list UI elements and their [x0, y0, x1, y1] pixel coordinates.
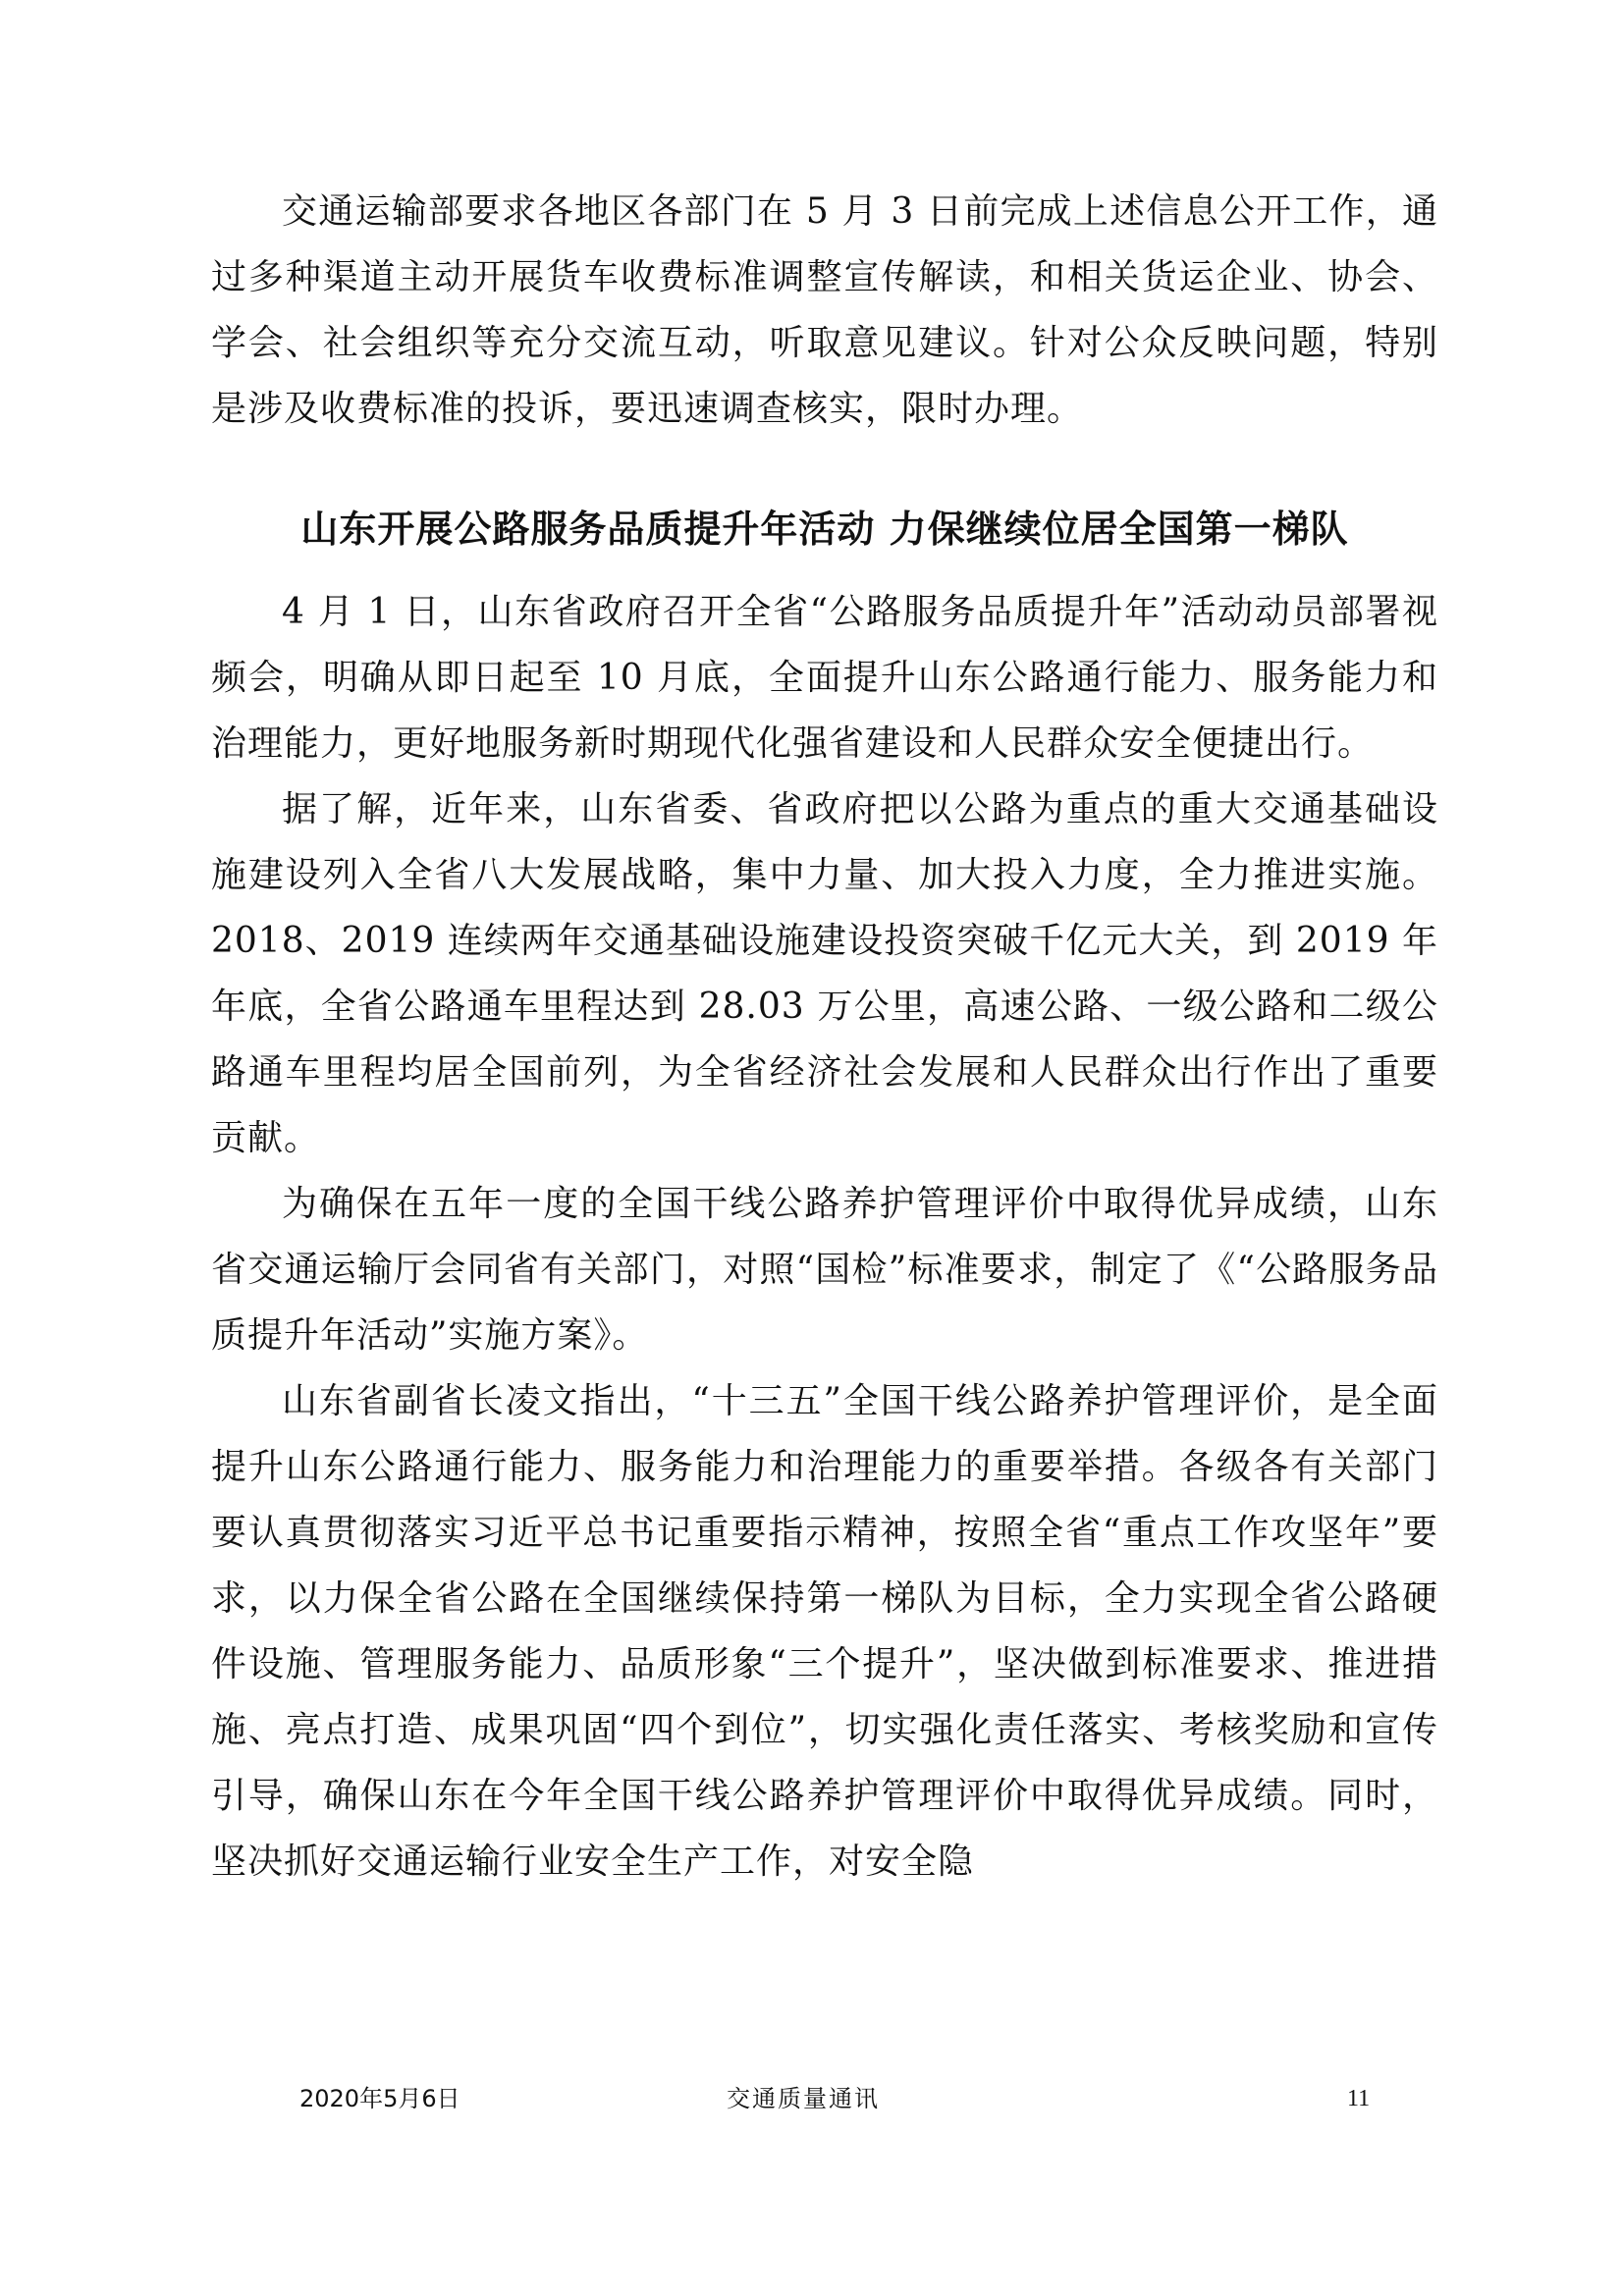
footer-date: 2020年5月6日	[299, 2085, 460, 2112]
article-heading: 山东开展公路服务品质提升年活动 力保继续位居全国第一梯队	[300, 507, 1349, 551]
footer-publication-title: 交通质量通讯	[727, 2085, 880, 2112]
article-body	[211, 179, 1438, 1895]
paragraph-plan: 为确保在五年一度的全国干线公路养护管理评价中取得优异成绩，山东省交通运输厅会同省有关部门，对照“国检”标准要求，制定了《“公路服务品质提升年活动”实施方案》。	[211, 1184, 1438, 1356]
page-number: 11	[1347, 2086, 1371, 2111]
paragraph-info-disclosure: 交通运输部要求各地区各部门在 5 月 3 日前完成上述信息公开工作，通过多种渠道主动开展货车收费标准调整宣传解读，和相关货运企业、协会、学会、社会组织等充分交流互动，听取意见建议。针对公众反映问题，特别是涉及收费标准的投诉，要迅速调查核实，限时办理。	[211, 191, 1438, 429]
paragraph-meeting: 4 月 1 日，山东省政府召开全省“公路服务品质提升年”活动动员部署视频会，明确从即日起至 10 月底，全面提升山东公路通行能力、服务能力和治理能力，更好地服务新时期现代化强省建设和人民群众安全便捷出行。	[211, 592, 1438, 764]
paragraph-background: 据了解，近年来，山东省委、省政府把以公路为重点的重大交通基础设施建设列入全省八大发展战略，集中力量、加大投入力度，全力推进实施。2018、2019 连续两年交通基础设施建设投资突破千亿元大关，到 2019 年年底，全省公路通车里程达到 28.03 万公里，高速公路、一级公路和二级公路通车里程均居全国前列，为全省经济社会发展和人民群众出行作出了重要贡献。	[211, 789, 1438, 1158]
paragraph-vice-governor: 山东省副省长凌文指出，“十三五”全国干线公路养护管理评价，是全面提升山东公路通行能力、服务能力和治理能力的重要举措。各级各有关部门要认真贯彻落实习近平总书记重要指示精神，按照全省“重点工作攻坚年”要求，以力保全省公路在全国继续保持第一梯队为目标，全力实现全省公路硬件设施、管理服务能力、品质形象“三个提升”，坚决做到标准要求、推进措施、亮点打造、成果巩固“四个到位”，切实强化责任落实、考核奖励和宣传引导，确保山东在今年全国干线公路养护管理评价中取得优异成绩。同时，坚决抓好交通运输行业安全生产工作，对安全隐	[211, 1381, 1438, 1882]
page-footer	[0, 2079, 1623, 2118]
